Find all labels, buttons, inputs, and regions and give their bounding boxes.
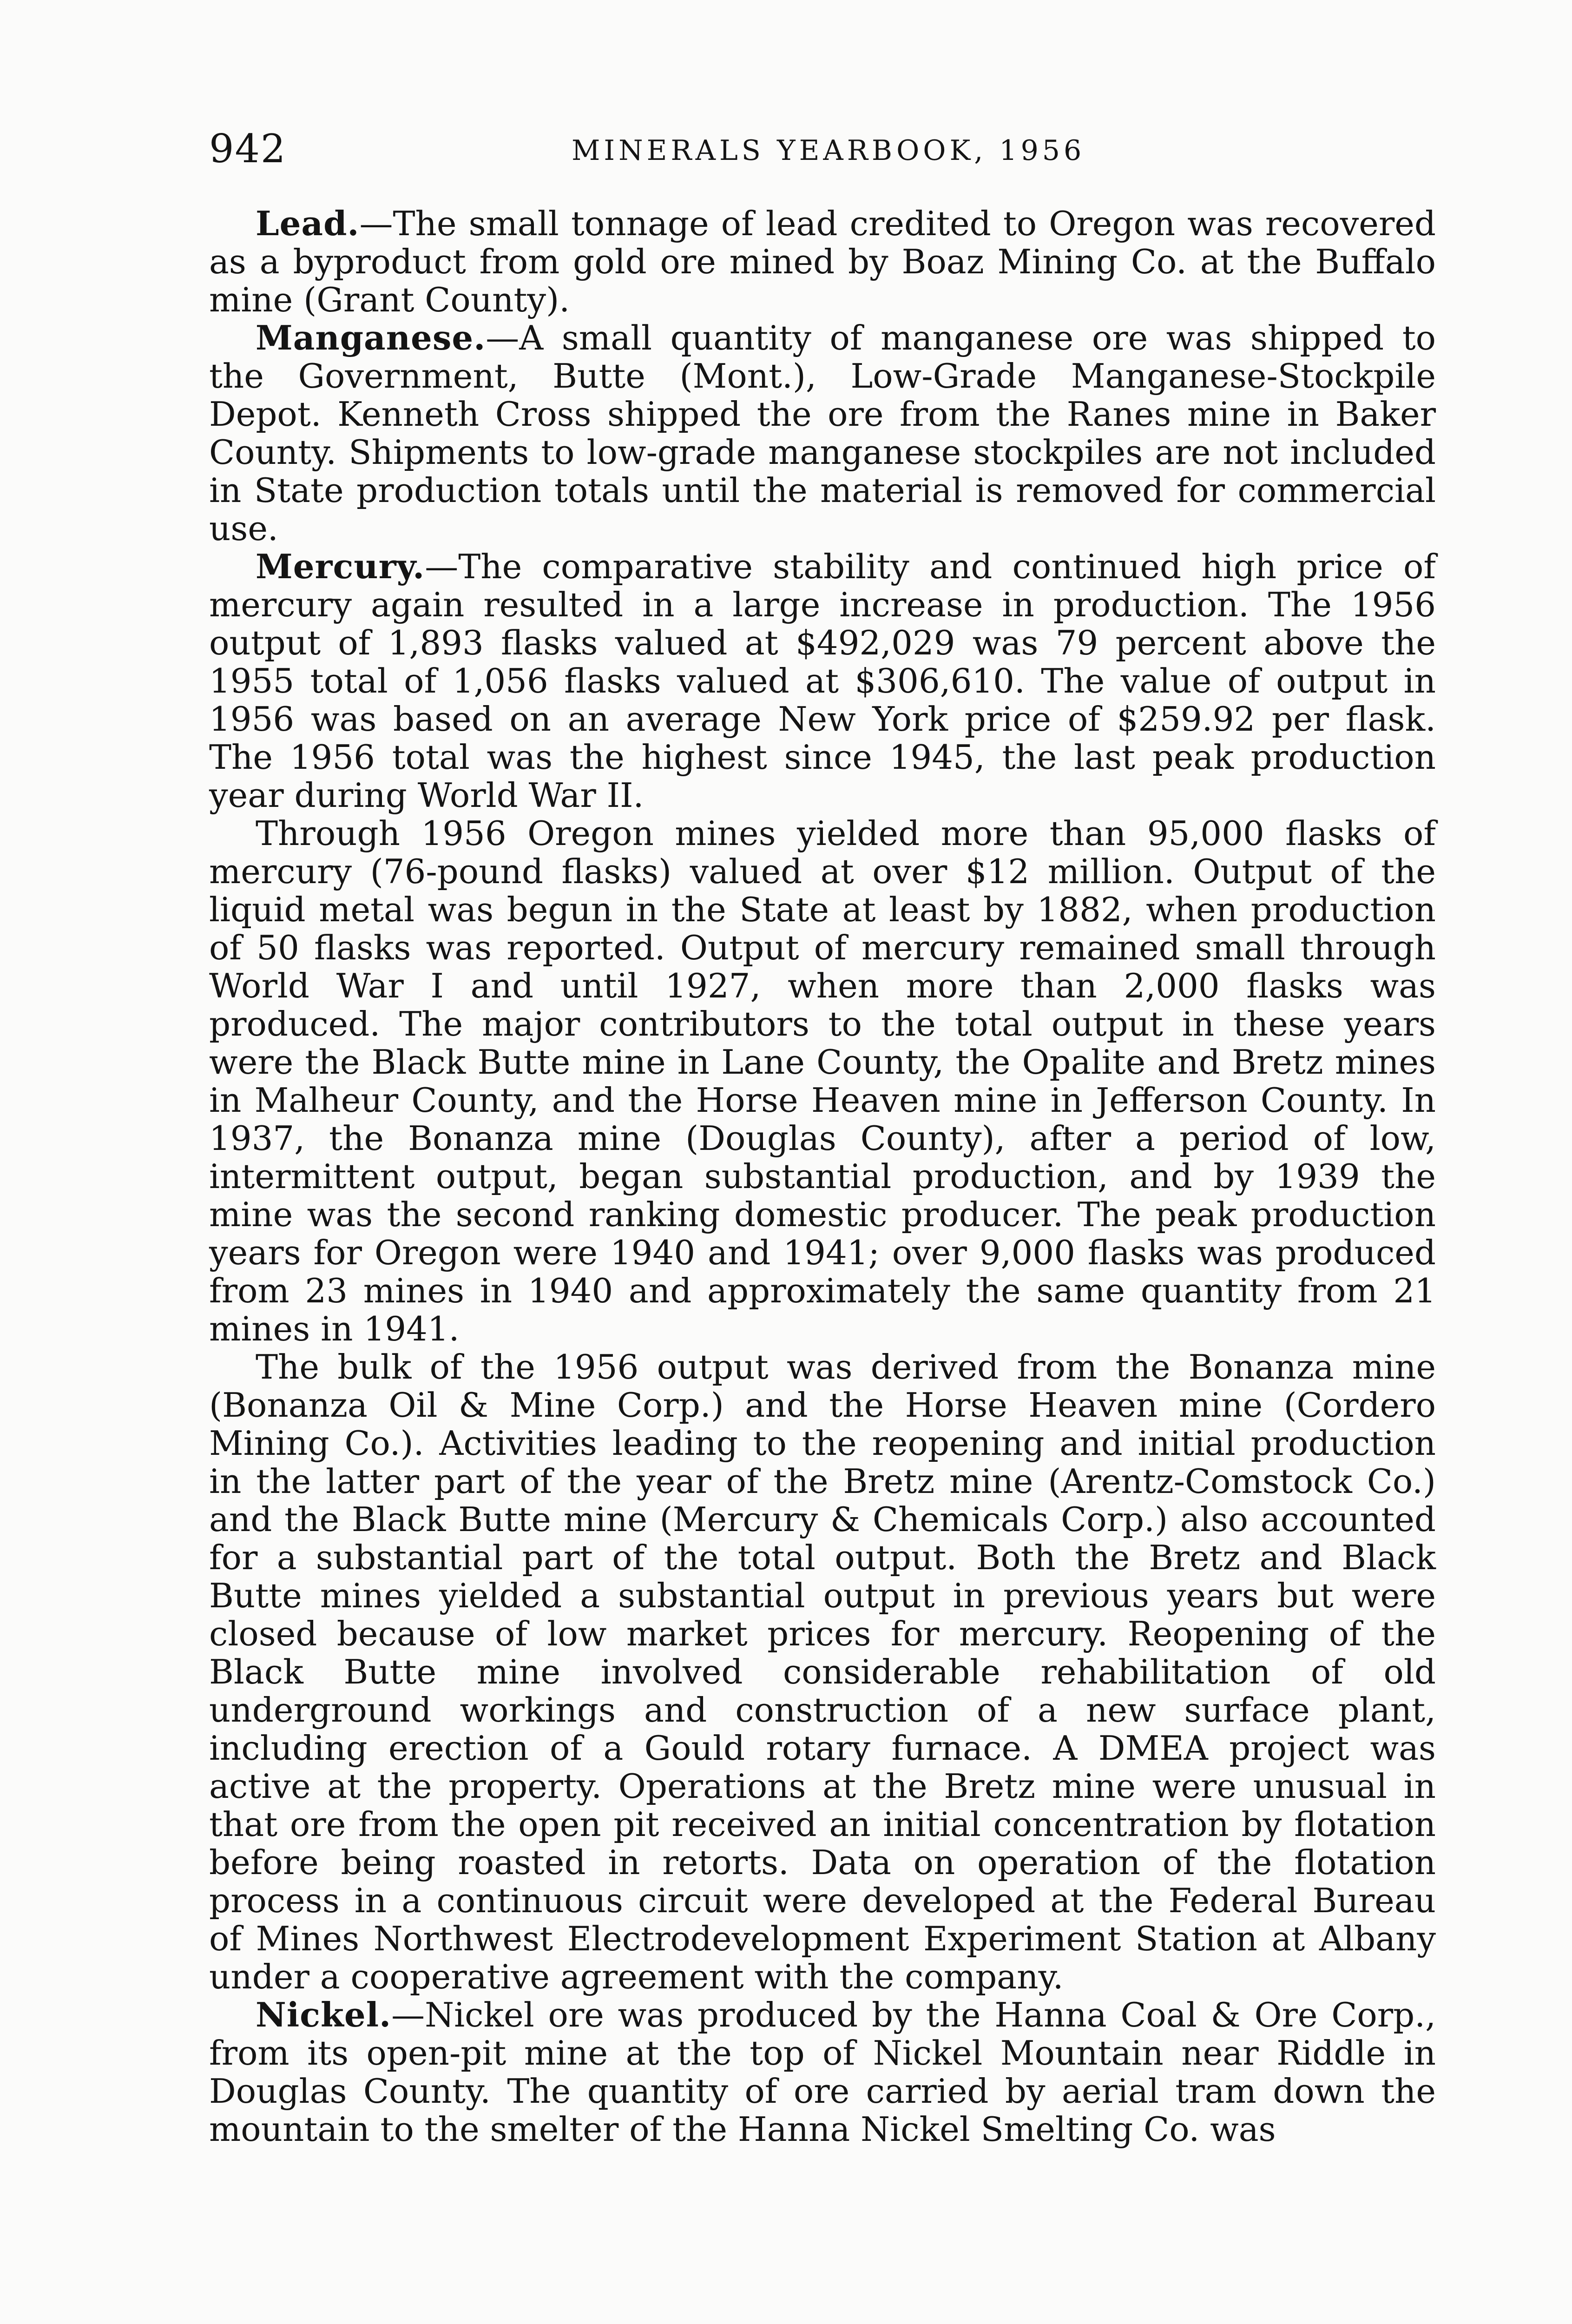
paragraph-mercury-1956-output — [209, 1348, 1436, 1996]
page-number: 942 — [209, 126, 287, 172]
section-heading-lead: Lead. — [256, 204, 360, 243]
paragraph-text: —The small tonnage of lead credited to Oregon was recovered as a byproduct from gold ore mined by Boaz Mining Co. at the Buffalo mine (Grant County). — [209, 204, 1436, 319]
section-heading-manganese: Manganese. — [256, 318, 486, 357]
section-heading-mercury: Mercury. — [256, 547, 425, 586]
paragraph-text: —A small quantity of manganese ore was shipped to the Government, Butte (Mont.), Low-Grade Manganese-Stockpile Depot. Kenneth Cross shipped the ore from the Ranes mine in Baker County. Shipments to low-grade manganese stockpiles are not included in State production totals until the material is removed for commercial use. — [209, 318, 1436, 548]
running-head: MINERALS YEARBOOK, 1956 — [572, 134, 1085, 167]
paragraph-text: The bulk of the 1956 output was derived from the Bonanza mine (Bonanza Oil & Mine Corp.) and the Horse Heaven mine (Cordero Mining Co.). Activities leading to the reopening and initial production in the latter part of the year of the Bretz mine (Arentz-Comstock Co.) and the Black Butte mine (Mercury & Chemicals Corp.) also accounted for a substantial part of the total output. Both the Bretz and Black Butte mines yielded a substantial output in previous years but were closed because of low market prices for mercury. Reopening of the Black Butte mine involved considerable rehabilitation of old underground workings and construction of a new surface plant, including erection of a Gould rotary furnace. A DMEA project was active at the property. Operations at the Bretz mine were unusual in that ore from the open pit received an initial concentration by flotation before being roasted in retorts. Data on operation of the flotation process in a continuous circuit were developed at the Federal Bureau of Mines Northwest Electrodevelopment Experiment Station at Albany under a cooperative agreement with the company. — [209, 1347, 1436, 1996]
paragraph-text: Through 1956 Oregon mines yielded more than 95,000 flasks of mercury (76-pound flasks) valued at over $12 million. Output of the liquid metal was begun in the State at least by 1882, when production of 50 flasks was reported. Output of mercury remained small through World War I and until 1927, when more than 2,000 flasks was produced. The major contributors to the total output in these years were the Black Butte mine in Lane County, the Opalite and Bretz mines in Malheur County, and the Horse Heaven mine in Jefferson County. In 1937, the Bonanza mine (Douglas County), after a period of low, intermittent output, began substantial production, and by 1939 the mine was the second ranking domestic producer. The peak production years for Oregon were 1940 and 1941; over 9,000 flasks was produced from 23 mines in 1940 and approximately the same quantity from 21 mines in 1941. — [209, 814, 1436, 1348]
paragraph-text: —The comparative stability and continued high price of mercury again resulted in a large increase in production. The 1956 output of 1,893 flasks valued at $492,029 was 79 percent above the 1955 total of 1,056 flasks valued at $306,610. The value of output in 1956 was based on an average New York price of $259.92 per flask. The 1956 total was the highest since 1945, the last peak production year during World War II. — [209, 547, 1436, 815]
paragraph-mercury-history — [209, 814, 1436, 1348]
paragraph-nickel — [209, 1996, 1436, 2148]
paragraph-mercury — [209, 548, 1436, 814]
paragraph-lead — [209, 205, 1436, 319]
paragraph-manganese — [209, 319, 1436, 548]
section-heading-nickel: Nickel. — [256, 1995, 392, 2034]
paragraph-text: —Nickel ore was produced by the Hanna Coal & Ore Corp., from its open-pit mine at the top of Nickel Mountain near Riddle in Douglas County. The quantity of ore carried by aerial tram down the mountain to the smelter of the Hanna Nickel Smelting Co. was — [209, 1995, 1436, 2149]
page-header — [209, 125, 1427, 181]
body-text — [209, 205, 1436, 2148]
